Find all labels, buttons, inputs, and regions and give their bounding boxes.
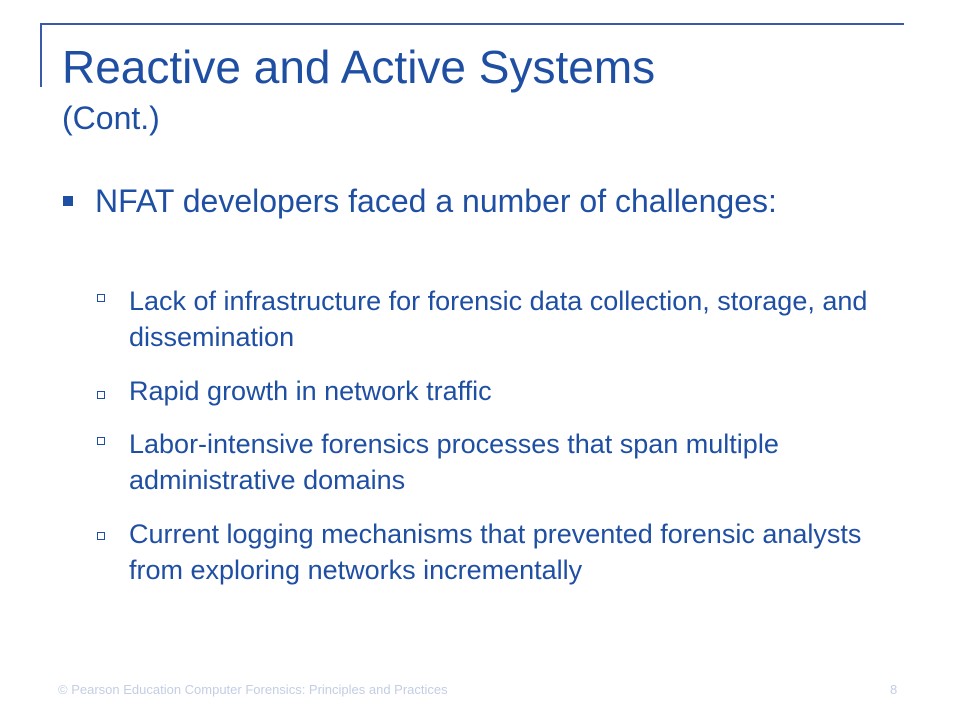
hollow-square-bullet-icon (97, 294, 105, 302)
sub-bullet-4: Current logging mechanisms that prevented forensic analysts from exploring networks incrementally (129, 519, 862, 585)
slide-title-subtitle: (Cont.) (62, 100, 160, 136)
footer-page-number: 8 (890, 682, 898, 697)
square-bullet-icon (63, 196, 73, 206)
main-bullet-text: NFAT developers faced a number of challenges: (95, 183, 777, 219)
sub-bullet-2: Rapid growth in network traffic (129, 376, 492, 406)
hollow-square-bullet-icon (97, 532, 105, 540)
footer-copyright: © Pearson Education Computer Forensics: Principles and Practices (58, 682, 448, 697)
hollow-square-bullet-icon (97, 391, 105, 399)
sub-bullet-1: Lack of infrastructure for forensic data collection, storage, and dissemination (129, 286, 868, 352)
slide-title-main: Reactive and Active Systems (62, 41, 656, 93)
hollow-square-bullet-icon (97, 437, 105, 445)
sub-bullet-3: Labor-intensive forensics processes that span multiple administrative domains (129, 429, 779, 495)
